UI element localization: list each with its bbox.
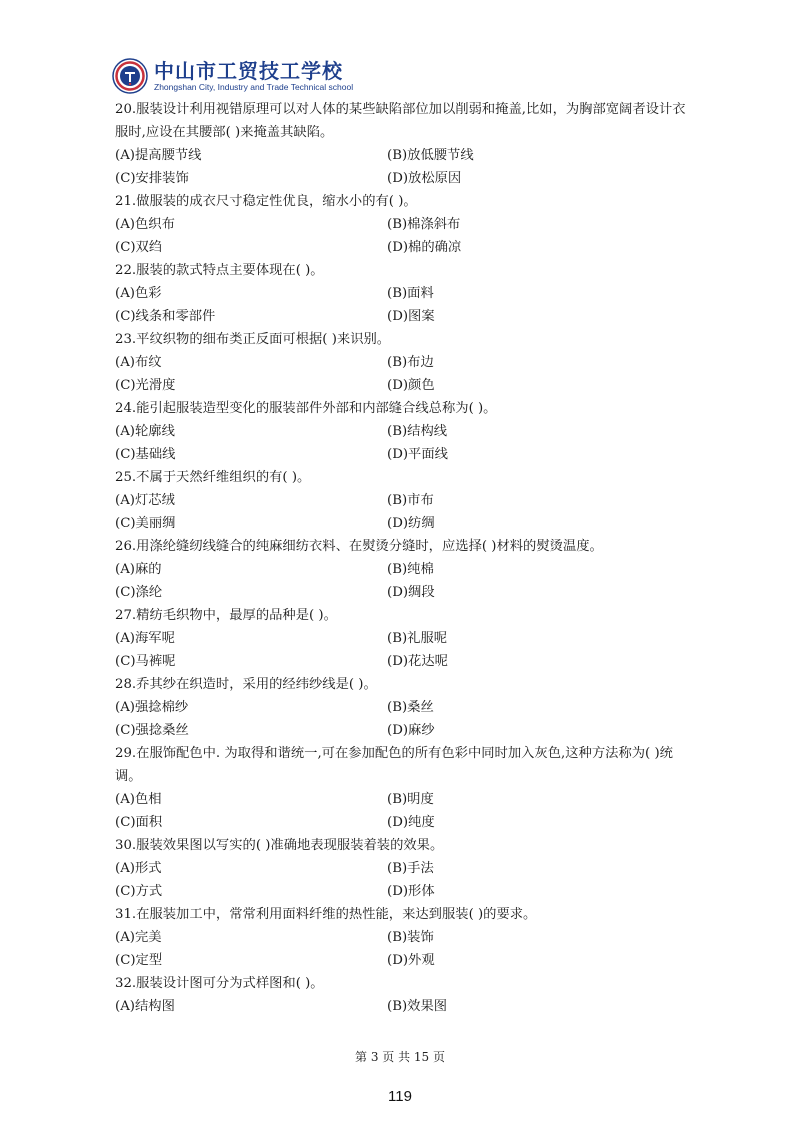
answer-option: (B)明度 <box>387 792 434 807</box>
answer-option: (C)方式 <box>115 884 163 899</box>
question-item <box>115 190 695 259</box>
answer-option: (B)礼服呢 <box>387 631 448 646</box>
question-item <box>115 604 695 673</box>
question-item <box>115 673 695 742</box>
answer-option: (A)色相 <box>115 792 162 807</box>
options-grid <box>115 351 695 397</box>
question-text: 24.能引起服装造型变化的服装部件外部和内部缝合线总称为( )。 <box>115 401 497 416</box>
question-item <box>115 535 695 604</box>
answer-option: (C)强捻桑丝 <box>115 723 189 738</box>
options-grid <box>115 144 695 190</box>
answer-option: (B)桑丝 <box>387 700 434 715</box>
answer-option: (A)完美 <box>115 930 162 945</box>
question-item <box>115 903 695 972</box>
question-text: 23.平纹织物的细布类正反面可根据( )来识别。 <box>115 332 391 347</box>
answer-option: (A)结构图 <box>115 999 175 1014</box>
options-grid <box>115 696 695 742</box>
answer-option: (A)色彩 <box>115 286 162 301</box>
question-item <box>115 466 695 535</box>
answer-option: (D)平面线 <box>387 447 448 462</box>
answer-option: (D)麻纱 <box>387 723 435 738</box>
question-text: 20.服装设计利用视错原理可以对人体的某些缺陷部位加以削弱和掩盖,比如，为胸部宽阔者设计衣服时,应设在其腰部( )来掩盖其缺陷。 <box>115 102 686 140</box>
answer-option: (C)马裤呢 <box>115 654 176 669</box>
answer-option: (C)面积 <box>115 815 163 830</box>
answer-option: (A)色织布 <box>115 217 175 232</box>
question-list <box>115 98 695 1018</box>
question-item <box>115 397 695 466</box>
answer-option: (D)绸段 <box>387 585 435 600</box>
question-text: 29.在服饰配色中. 为取得和谐统一,可在参加配色的所有色彩中同时加入灰色,这种方法称为( )统调。 <box>115 746 673 784</box>
options-grid <box>115 420 695 466</box>
options-grid <box>115 926 695 972</box>
page-number: 119 <box>388 1088 412 1105</box>
answer-option: (D)放松原因 <box>387 171 462 186</box>
question-text: 32.服装设计图可分为式样图和( )。 <box>115 976 324 991</box>
answer-option: (D)纺绸 <box>387 516 435 531</box>
question-text: 25.不属于天然纤维组织的有( )。 <box>115 470 311 485</box>
question-item <box>115 834 695 903</box>
options-grid <box>115 558 695 604</box>
answer-option: (A)形式 <box>115 861 162 876</box>
answer-option: (A)海军呢 <box>115 631 175 646</box>
answer-option: (C)安排装饰 <box>115 171 189 186</box>
school-emblem-icon <box>112 58 148 94</box>
question-text: 22.服装的款式特点主要体现在( )。 <box>115 263 324 278</box>
answer-option: (D)花达呢 <box>387 654 448 669</box>
school-name-cn: 中山市工贸技工学校 <box>154 58 343 83</box>
answer-option: (C)线条和零部件 <box>115 309 216 324</box>
answer-option: (D)棉的确凉 <box>387 240 462 255</box>
question-text: 27.精纺毛织物中，最厚的品种是( )。 <box>115 608 337 623</box>
answer-option: (C)双绉 <box>115 240 163 255</box>
answer-option: (B)纯棉 <box>387 562 434 577</box>
question-text: 31.在服装加工中，常常利用面料纤维的热性能，来达到服装( )的要求。 <box>115 907 537 922</box>
answer-option: (B)市布 <box>387 493 434 508</box>
answer-option: (C)光滑度 <box>115 378 176 393</box>
answer-option: (C)涤纶 <box>115 585 163 600</box>
school-name-en: Zhongshan City, Industry and Trade Technical school <box>154 81 354 92</box>
page-header <box>112 58 353 94</box>
answer-option: (B)手法 <box>387 861 434 876</box>
answer-option: (B)棉涤斜布 <box>387 217 461 232</box>
answer-option: (C)定型 <box>115 953 163 968</box>
question-text: 30.服装效果图以写实的( )准确地表现服装着装的效果。 <box>115 838 444 853</box>
answer-option: (B)结构线 <box>387 424 448 439</box>
answer-option: (A)强捻棉纱 <box>115 700 189 715</box>
answer-option: (D)外观 <box>387 953 435 968</box>
answer-option: (B)效果图 <box>387 999 448 1014</box>
answer-option: (B)布边 <box>387 355 434 370</box>
answer-option: (D)颜色 <box>387 378 435 393</box>
options-grid <box>115 489 695 535</box>
answer-option: (A)布纹 <box>115 355 162 370</box>
question-text: 26.用涤纶缝纫线缝合的纯麻细纺衣料、在熨烫分缝时，应选择( )材料的熨烫温度。 <box>115 539 603 554</box>
options-grid <box>115 213 695 259</box>
question-item <box>115 98 695 190</box>
question-item <box>115 259 695 328</box>
question-text: 28.乔其纱在织造时，采用的经纬纱线是( )。 <box>115 677 377 692</box>
answer-option: (B)放低腰节线 <box>387 148 474 163</box>
page-label: 第 3 页 共 15 页 <box>355 1050 445 1064</box>
answer-option: (C)美丽绸 <box>115 516 176 531</box>
options-grid <box>115 627 695 673</box>
answer-option: (A)提高腰节线 <box>115 148 202 163</box>
answer-option: (D)纯度 <box>387 815 435 830</box>
question-item <box>115 972 695 1018</box>
answer-option: (A)轮廓线 <box>115 424 175 439</box>
answer-option: (D)形体 <box>387 884 435 899</box>
options-grid <box>115 282 695 328</box>
question-item <box>115 742 695 834</box>
answer-option: (A)麻的 <box>115 562 162 577</box>
options-grid <box>115 995 695 1018</box>
options-grid <box>115 788 695 834</box>
answer-option: (B)面料 <box>387 286 434 301</box>
answer-option: (C)基础线 <box>115 447 176 462</box>
question-item <box>115 328 695 397</box>
answer-option: (A)灯芯绒 <box>115 493 175 508</box>
question-text: 21.做服装的成衣尺寸稳定性优良，缩水小的有( )。 <box>115 194 417 209</box>
answer-option: (D)图案 <box>387 309 435 324</box>
answer-option: (B)装饰 <box>387 930 434 945</box>
options-grid <box>115 857 695 903</box>
